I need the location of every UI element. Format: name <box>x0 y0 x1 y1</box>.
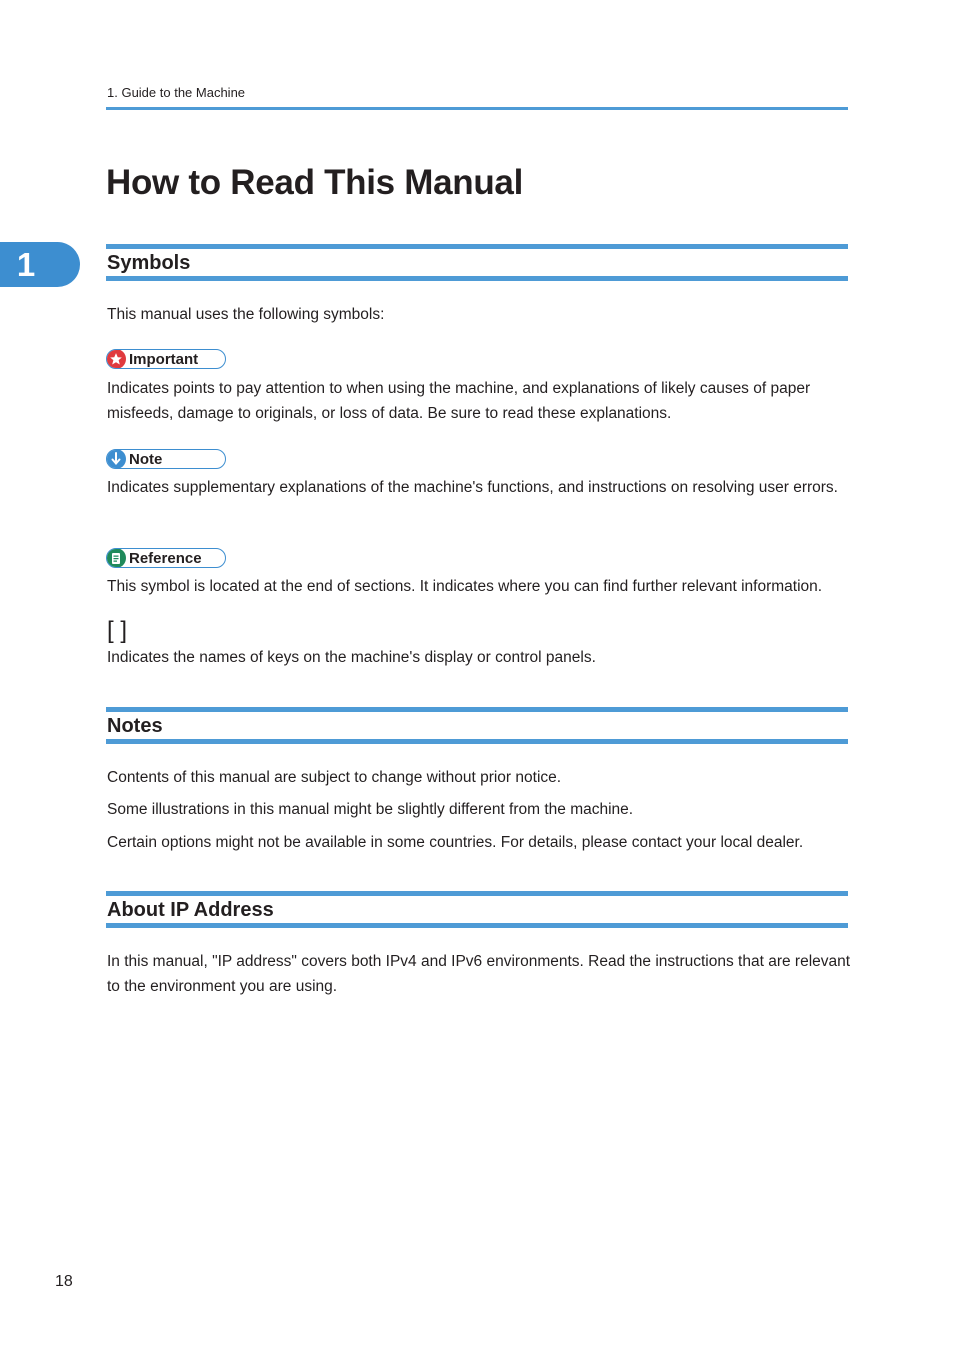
reference-badge <box>106 548 226 568</box>
document-icon <box>106 548 126 568</box>
section-header-notes <box>106 707 848 744</box>
reference-description: This symbol is located at the end of sections. It indicates where you can find further relevant information. <box>107 578 823 595</box>
section-header-symbols <box>106 244 848 281</box>
page-title: How to Read This Manual <box>106 163 524 202</box>
brackets-symbol: [ ] <box>107 617 128 644</box>
brackets-description: Indicates the names of keys on the machine's display or control panels. <box>107 649 596 666</box>
breadcrumb: 1. Guide to the Machine <box>107 85 246 100</box>
notes-item: Contents of this manual are subject to change without prior notice. <box>107 769 562 786</box>
section-rule-bottom <box>106 276 848 281</box>
important-label: Important <box>129 350 199 368</box>
page-number: 18 <box>55 1273 73 1290</box>
section-rule-bottom <box>106 739 848 744</box>
symbols-intro: This manual uses the following symbols: <box>107 306 385 323</box>
notes-item: Some illustrations in this manual might be slightly different from the machine. <box>107 801 634 818</box>
note-badge <box>106 449 226 469</box>
arrow-down-icon <box>106 449 126 469</box>
section-rule-bottom <box>106 923 848 928</box>
section-header-ip-address <box>106 891 848 928</box>
important-badge <box>106 349 226 369</box>
ip-address-description: In this manual, "IP address" covers both IPv4 and IPv6 environments. Read the instructions that are relevant to the environment you are using. <box>107 953 851 995</box>
note-description: Indicates supplementary explanations of the machine's functions, and instructions on resolving user errors. <box>107 479 838 496</box>
notes-item: Certain options might not be available in some countries. For details, please contact your local dealer. <box>107 834 804 851</box>
section-title: Notes <box>107 715 163 737</box>
section-title: Symbols <box>107 252 191 274</box>
section-title: About IP Address <box>107 899 274 921</box>
chapter-tab: 1 <box>0 242 80 287</box>
star-icon <box>106 349 126 369</box>
important-description: Indicates points to pay attention to when using the machine, and explanations of likely causes of paper misfeeds, damage to originals, or loss of data. Be sure to read these explanations. <box>107 380 811 422</box>
reference-label: Reference <box>129 549 202 567</box>
note-label: Note <box>129 450 163 468</box>
header-rule <box>106 107 848 110</box>
